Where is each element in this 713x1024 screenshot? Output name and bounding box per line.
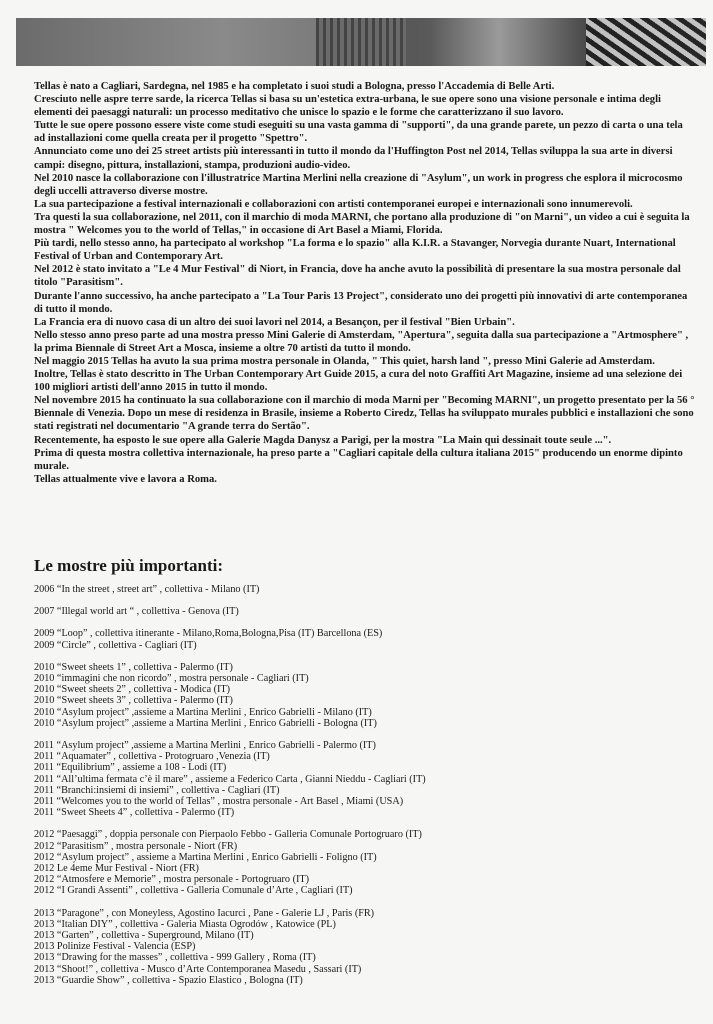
bio-paragraph: Nel novembre 2015 ha continuato la sua collaborazione con il marchio di moda Marni per "Becoming MARNI", un progetto presentato per la 56 ° Biennale di Venezia. Dopo un mese di residenza in Brasile, insieme a Roberto Ciredz, Tellas ha sviluppato murales pubblici e installazioni che sono stati registrati nel documentario "A grande terra do Sertão".: [34, 395, 695, 433]
exhibition-year-group: [34, 740, 696, 818]
exhibition-entry: 2012 “Asylum project” , assieme a Martina Merlini , Enrico Gabrielli - Foligno (IT): [34, 851, 377, 863]
bio-paragraph: La sua partecipazione a festival internazionali e collaborazioni con artisti contemporanei europei e internazionali sono innumerevoli.: [34, 198, 633, 210]
exhibition-entry: 2013 “Drawing for the masses” , collettiva - 999 Gallery , Roma (IT): [34, 952, 316, 964]
exhibition-entry: 2012 Le 4eme Mur Festival - Niort (FR): [34, 863, 199, 875]
exhibition-entry: 2012 “Atmosfere e Memorie” , mostra personale - Portogruaro (IT): [34, 874, 309, 886]
banner-photo-detail: [316, 18, 406, 66]
bio-paragraph: Recentemente, ha esposto le sue opere alla Galerie Magda Danysz a Parigi, per la mostra "La Main qui dessinait toute seule ...".: [34, 434, 612, 446]
exhibition-entry: 2010 “immagini che non ricordo” , mostra personale - Cagliari (IT): [34, 673, 309, 685]
exhibition-entry: 2006 “In the street , street art” , collettiva - Milano (IT): [34, 584, 260, 595]
bio-paragraph: Più tardi, nello stesso anno, ha partecipato al workshop "La forma e lo spazio" alla K.I.R. a Stavanger, Norvegia durante Nuart, International Festival of Urban and Contemporary Art.: [34, 238, 676, 263]
exhibition-entry: 2013 “Shoot!” , collettiva - Musco d’Arte Contemporanea Masedu , Sassari (IT): [34, 963, 362, 975]
exhibition-entry: 2013 “Guardie Show” , collettiva - Spazio Elastico , Bologna (IT): [34, 974, 303, 986]
exhibition-entry: 2009 “Loop” , collettiva itinerante - Milano,Roma,Bologna,Pisa (IT) Barcellona (ES): [34, 628, 383, 640]
exhibition-entry: 2010 “Asylum project” ,assieme a Martina Merlini , Enrico Gabrielli - Bologna (IT): [34, 717, 377, 729]
exhibition-entry: 2011 “Aquamater” , collettiva - Protogruaro ,Venezia (IT): [34, 751, 270, 763]
biography-text: [34, 80, 696, 486]
bio-paragraph: Nel 2012 è stato invitato a "Le 4 Mur Festival" di Niort, in Francia, dove ha anche avuto la possibilità di presentare la sua mostra personale dal titolo "Parasitism".: [34, 264, 681, 289]
exhibition-entry: 2009 “Circle” , collettiva - Cagliari (IT): [34, 639, 197, 651]
bio-paragraph: Nel maggio 2015 Tellas ha avuto la sua prima mostra personale in Olanda, " This quiet, harsh land ", presso Mini Galerie ad Amsterdam.: [34, 355, 655, 367]
exhibition-entry: 2011 “All’ultima fermata c’è il mare” , assieme a Federico Carta , Gianni Nieddu - Cagliari (IT): [34, 773, 426, 785]
bio-paragraph: Inoltre, Tellas è stato descritto in The Urban Contemporary Art Guide 2015, a cura del noto Graffiti Art Magazine, insieme ad una selezione dei 100 migliori artisti dell'anno 2015 in tutto il mondo.: [34, 369, 683, 394]
exhibition-year-group: [34, 584, 696, 595]
exhibition-list: [34, 584, 696, 997]
bio-paragraph: Tellas attualmente vive e lavora a Roma.: [34, 473, 217, 485]
bio-paragraph: La Francia era di nuovo casa di un altro dei suoi lavori nel 2014, a Besançon, per il festival "Bien Urbain".: [34, 316, 515, 328]
bio-paragraph: Tellas è nato a Cagliari, Sardegna, nel 1985 e ha completato i suoi studi a Bologna, presso l'Accademia di Belle Arti.: [34, 81, 555, 92]
exhibition-year-group: [34, 908, 696, 986]
exhibition-entry: 2013 “Italian DIY” , collettiva - Galeria Miasta Ogrodów , Katowice (PL): [34, 918, 336, 930]
bio-paragraph: Nello stesso anno preso parte ad una mostra presso Mini Galerie di Amsterdam, "Apertura", seguita dalla sua partecipazione a "Artmosphere" , la prima Biennale di Street Art a Mosca, insieme a oltre 70 artisti da tutto il mondo.: [34, 329, 689, 354]
header-photo-banner: [16, 18, 706, 66]
exhibition-entry: 2010 “Sweet sheets 2” , collettiva - Modica (IT): [34, 684, 231, 696]
exhibition-entry: 2011 “Sweet Sheets 4” , collettiva - Palermo (IT): [34, 807, 235, 819]
exhibition-year-group: [34, 662, 696, 729]
bio-paragraph: Cresciuto nelle aspre terre sarde, la ricerca Tellas si basa su un'estetica extra-urbana, le sue opere sono una visione personale e intima degli elementi dei paesaggi naturali: un processo meditativo che unisce lo spazio e le forme che caratterizzano il suo lavoro.: [34, 94, 661, 119]
exhibition-entry: 2011 “Welcomes you to the world of Tellas” , mostra personale - Art Basel , Miami (USA): [34, 796, 404, 808]
exhibition-entry: 2012 “Parasitism” , mostra personale - Niort (FR): [34, 840, 238, 852]
bio-paragraph: Tra questi la sua collaborazione, nel 2011, con il marchio di moda MARNI, che portano alla produzione di "on Marni", un video a cui è seguita la mostra " Welcomes you to the world of Tellas," in occasione di Art Basel a Miami, Florida.: [34, 211, 690, 237]
bio-paragraph: Prima di questa mostra collettiva internazionale, ha preso parte a "Cagliari capitale della cultura italiana 2015" producendo un enorme dipinto murale.: [34, 447, 683, 472]
bio-paragraph: Nel 2010 nasce la collaborazione con l'illustratrice Martina Merlini nella creazione di "Asylum", un work in progress che esplora il microcosmo degli uccelli attraverso diverse mostre.: [34, 172, 683, 197]
bio-paragraph: Durante l'anno successivo, ha anche partecipato a "La Tour Paris 13 Project", considerato uno dei progetti più innovativi di arte contemporanea di tutto il mondo.: [34, 290, 688, 315]
exhibition-entry: 2010 “Sweet sheets 3” , collettiva - Palermo (IT): [34, 695, 233, 707]
bio-paragraph: Tutte le sue opere possono essere viste come studi eseguiti su una vasta gamma di "supporti", da una grande parete, un pezzo di carta o una tela ad installazioni come quella creata per il progetto "Spettro".: [34, 120, 683, 145]
exhibition-entry: 2012 “Paesaggi” , doppia personale con Pierpaolo Febbo - Galleria Comunale Portogruaro (IT): [34, 829, 422, 841]
exhibition-entry: 2010 “Sweet sheets 1” , collettiva - Palermo (IT): [34, 661, 233, 673]
exhibition-year-group: [34, 606, 696, 617]
exhibition-entry: 2013 “Paragone” , con Moneyless, Agostino Iacurci , Pane - Galerie LJ , Paris (FR): [34, 907, 375, 919]
exhibition-entry: 2007 “Illegal world art “ , collettiva - Genova (IT): [34, 606, 239, 618]
exhibition-entry: 2011 “Branchi:insiemi di insiemi” , collettiva - Cagliari (IT): [34, 784, 280, 796]
exhibition-year-group: [34, 628, 696, 650]
exhibition-entry: 2011 “Asylum project” ,assieme a Martina Merlini , Enrico Gabrielli - Palermo (IT): [34, 740, 376, 752]
section-title: Le mostre più importanti:: [34, 556, 224, 575]
exhibition-year-group: [34, 829, 696, 896]
exhibition-entry: 2013 “Garten” , collettiva - Superground, Milano (IT): [34, 930, 254, 942]
exhibition-entry: 2012 “I Grandi Assenti” , collettiva - Galleria Comunale d’Arte , Cagliari (IT): [34, 885, 353, 897]
exhibition-entry: 2010 “Asylum project” ,assieme a Martina Merlini , Enrico Gabrielli - Milano (IT): [34, 706, 372, 718]
exhibition-entry: 2013 Polinize Festival - Valencia (ESP): [34, 941, 196, 953]
banner-mural-detail: [586, 18, 706, 66]
exhibition-entry: 2011 “Equilibrium” , assieme a 108 - Lodi (IT): [34, 762, 227, 774]
bio-paragraph: Annunciato come uno dei 25 street artists più interessanti in tutto il mondo da l'Huffington Post nel 2014, Tellas sviluppa la sua arte in diversi campi: disegno, pittura, installazioni, stampa, produzioni audio-video.: [34, 146, 673, 171]
